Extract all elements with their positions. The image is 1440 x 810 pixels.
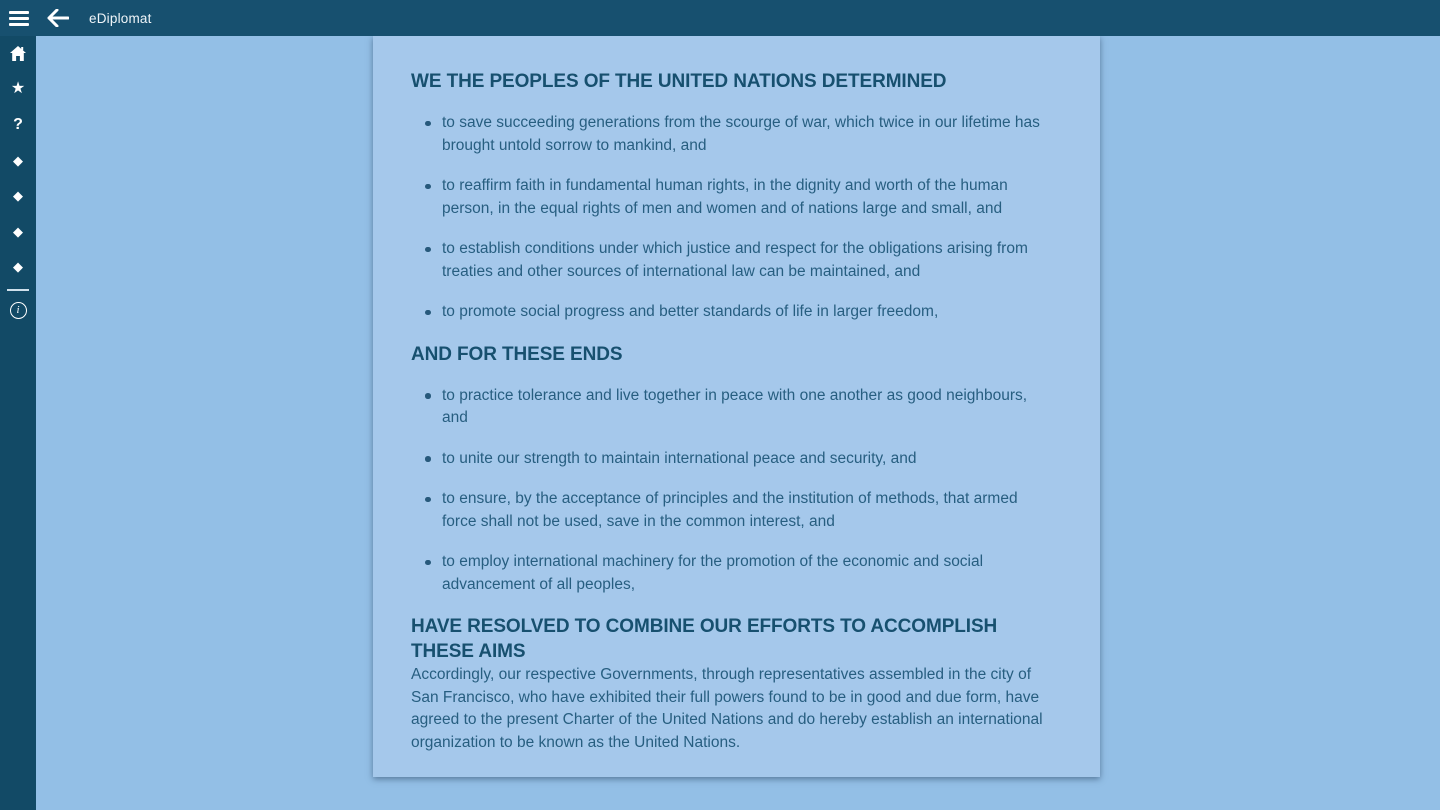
question-mark-icon: ?	[13, 115, 23, 133]
list-item: to practice tolerance and live together in peace with one another as good neighbours, and	[411, 385, 1056, 430]
preamble-bullet-list	[411, 112, 1056, 324]
sidebar-item-section-2[interactable]	[0, 178, 36, 214]
sidebar-item-section-3[interactable]	[0, 214, 36, 250]
diamond-icon: ◆	[13, 188, 23, 204]
diamond-icon: ◆	[13, 259, 23, 275]
list-item: to employ international machinery for the promotion of the economic and social advancement of all peoples,	[411, 551, 1056, 596]
sidebar-item-home[interactable]	[0, 36, 36, 72]
ends-bullet-list	[411, 385, 1056, 597]
diamond-icon: ◆	[13, 223, 23, 239]
sidebar-divider	[7, 289, 29, 291]
diamond-icon: ◆	[13, 152, 23, 168]
sidebar-item-info[interactable]	[0, 296, 36, 326]
list-item: to establish conditions under which justice and respect for the obligations arising from treaties and other sources of international law can be maintained, and	[411, 238, 1056, 283]
back-button[interactable]	[46, 6, 70, 30]
list-item: to reaffirm faith in fundamental human rights, in the dignity and worth of the human person, in the equal rights of men and women and of nations large and small, and	[411, 175, 1056, 220]
list-item: to unite our strength to maintain international peace and security, and	[411, 448, 1056, 471]
closing-paragraph: Accordingly, our respective Governments, through representatives assembled in the city of San Francisco, who have exhibited their full powers found to be in good and due form, have agreed to the present Charter of the United Nations and do hereby establish an international organization to be known as the United Nations.	[411, 666, 1043, 751]
app-title: eDiplomat	[89, 10, 152, 26]
menu-icon[interactable]	[9, 11, 29, 26]
section-heading-preamble: WE THE PEOPLES OF THE UNITED NATIONS DETERMINED	[411, 71, 947, 92]
section-heading-ends: AND FOR THESE ENDS	[411, 343, 623, 365]
list-item: to save succeeding generations from the scourge of war, which twice in our lifetime has brought untold sorrow to mankind, and	[411, 112, 1056, 157]
top-app-bar	[0, 0, 1440, 36]
document-panel	[373, 36, 1100, 777]
sidebar-item-help[interactable]	[0, 107, 36, 143]
sidebar-item-section-1[interactable]	[0, 143, 36, 179]
back-arrow-icon	[47, 9, 69, 27]
sidebar-item-section-4[interactable]	[0, 249, 36, 285]
list-item: to promote social progress and better standards of life in larger freedom,	[411, 301, 1056, 324]
home-icon	[10, 46, 26, 61]
sidebar	[0, 36, 36, 810]
info-icon: i	[10, 302, 27, 319]
sidebar-item-favorites[interactable]	[0, 72, 36, 108]
list-item: to ensure, by the acceptance of principles and the institution of methods, that armed force shall not be used, save in the common interest, and	[411, 488, 1056, 533]
section-heading-resolved: HAVE RESOLVED TO COMBINE OUR EFFORTS TO ACCOMPLISH THESE AIMS	[411, 616, 998, 662]
star-icon: ★	[10, 80, 26, 98]
